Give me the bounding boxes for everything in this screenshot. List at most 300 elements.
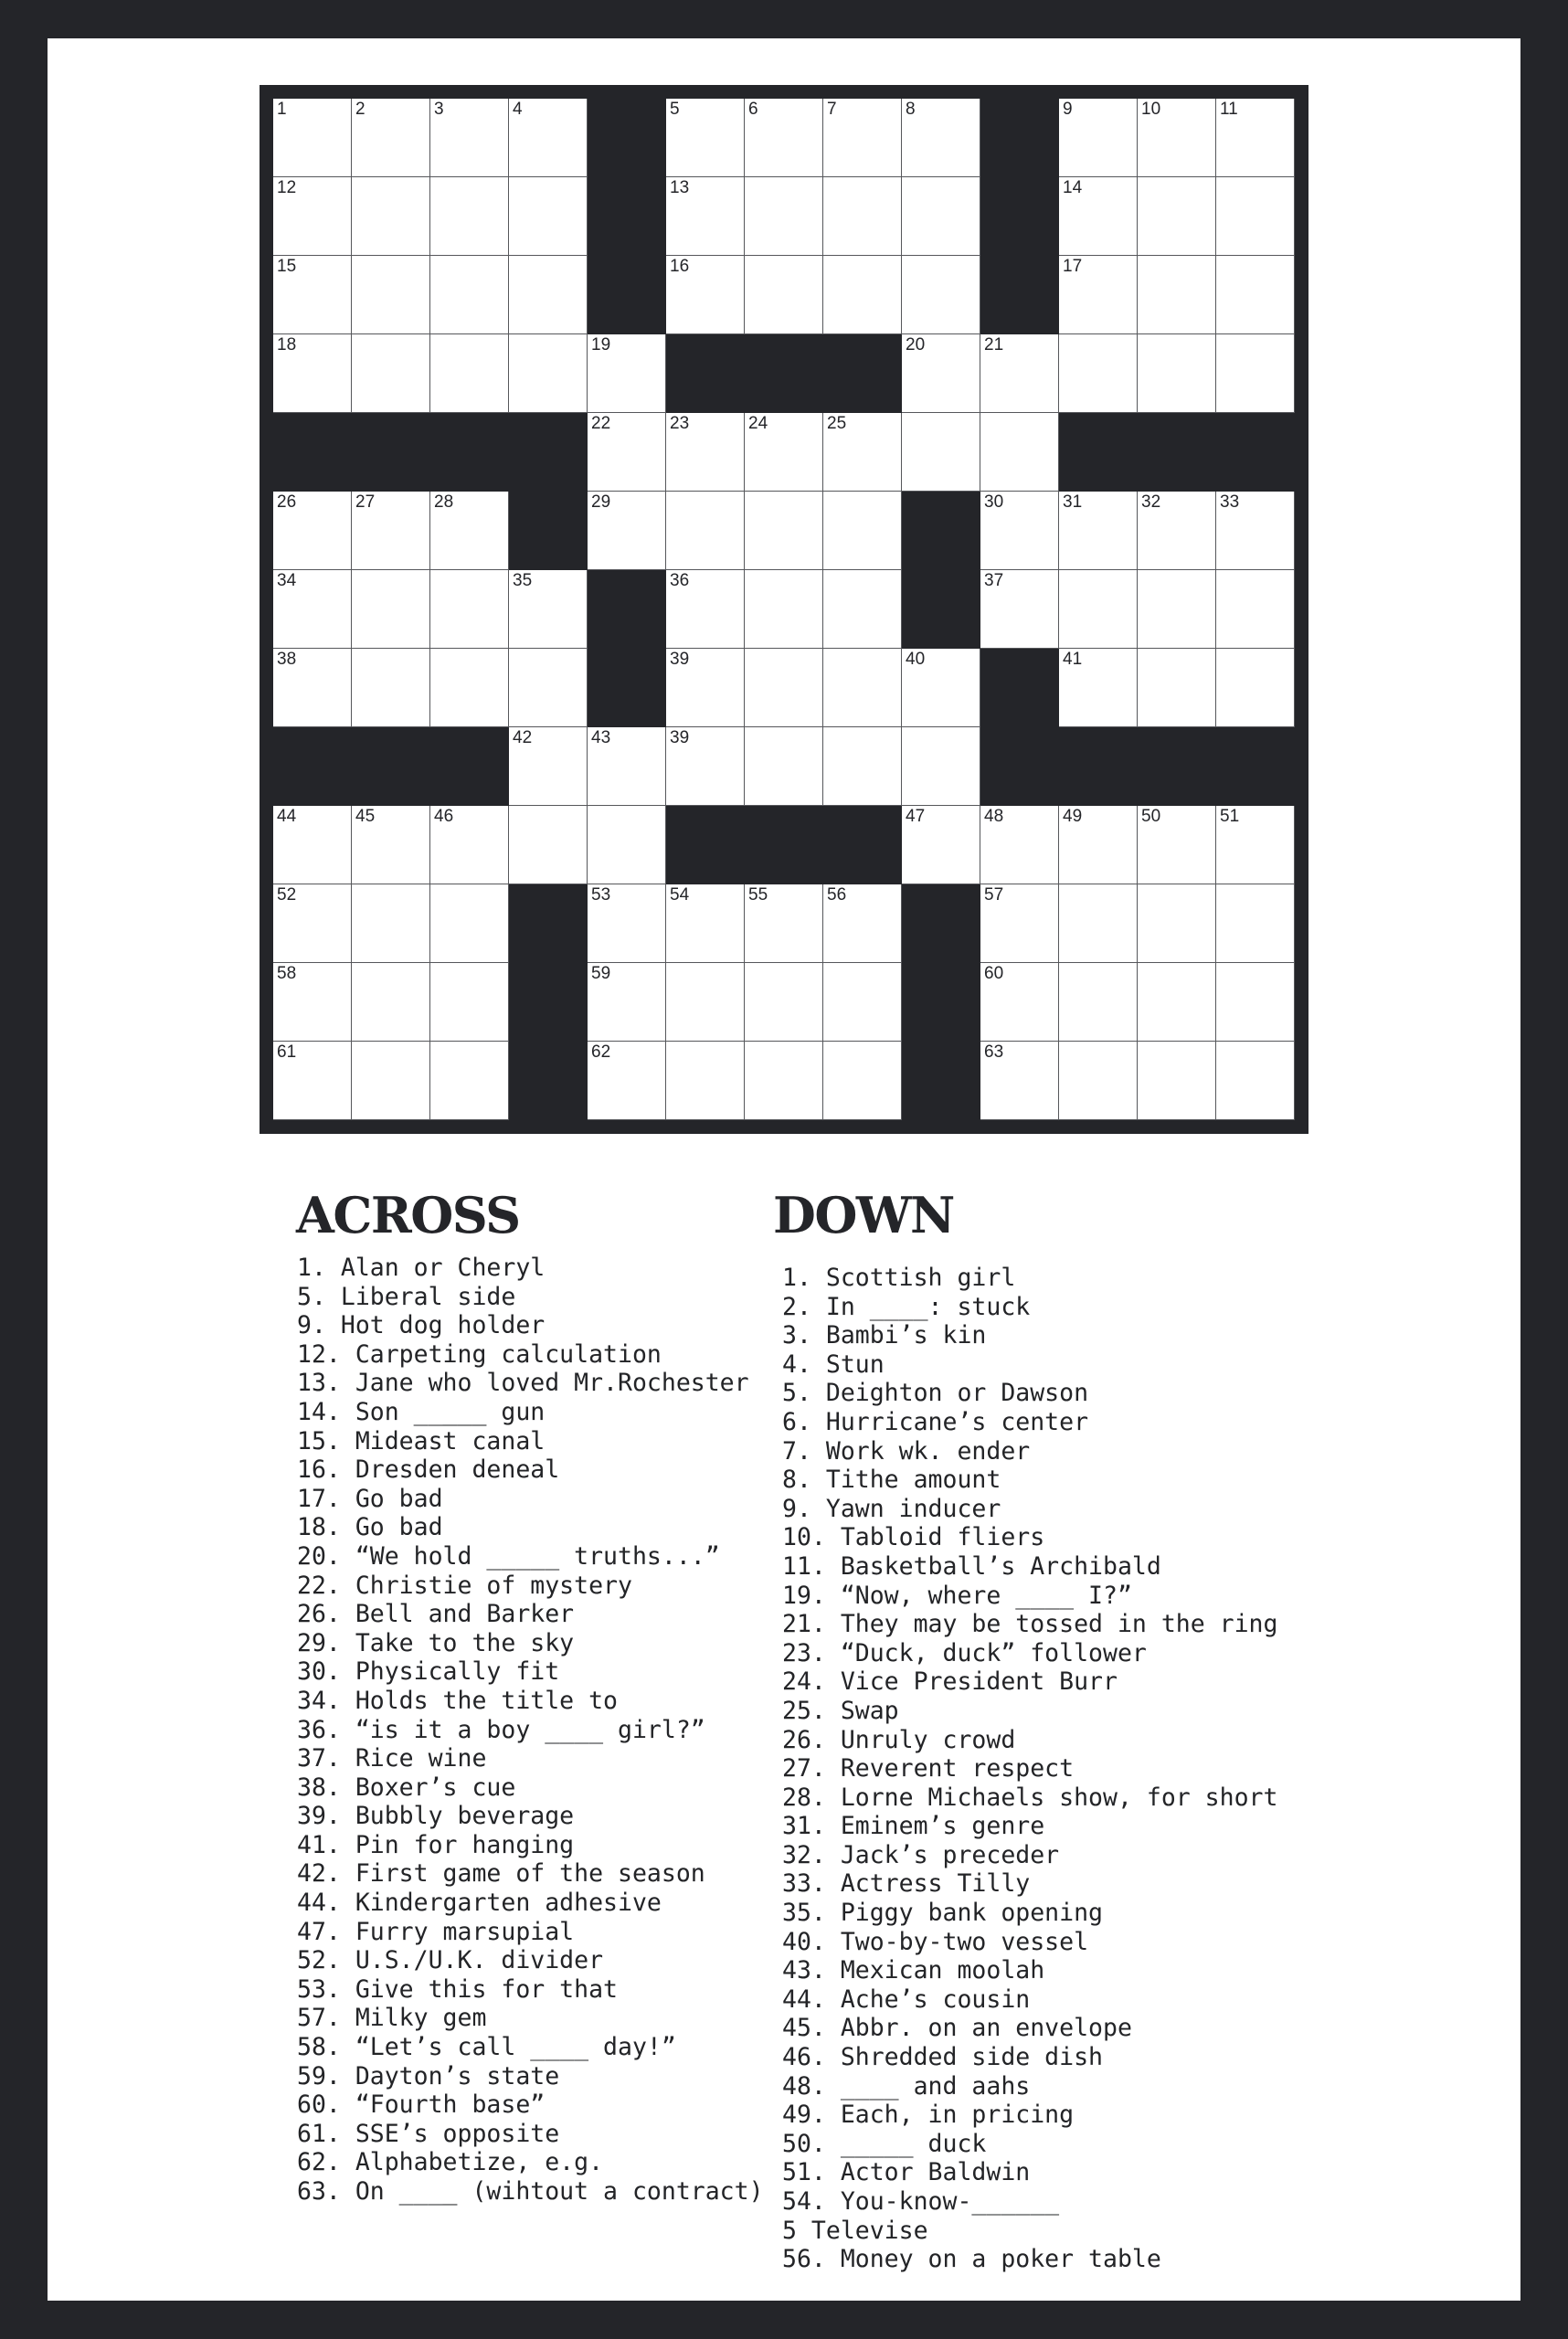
grid-cell-black xyxy=(1216,727,1295,806)
grid-cell-black xyxy=(902,492,980,570)
clue-line: 19. “Now, where ____ I?” xyxy=(782,1581,1132,1610)
grid-cell-black xyxy=(509,963,588,1042)
cell-number: 25 xyxy=(827,414,847,433)
grid-cell[interactable] xyxy=(666,177,745,256)
grid-cell[interactable] xyxy=(1138,570,1216,649)
cell-number: 16 xyxy=(670,257,690,276)
grid-cell[interactable] xyxy=(273,99,352,177)
grid-cell[interactable] xyxy=(352,884,430,963)
grid-cell[interactable] xyxy=(1216,649,1295,727)
clue-line: 3. Bambi’s kin xyxy=(782,1321,987,1350)
clue-line: 63. On ____ (wihtout a contract) xyxy=(297,2177,764,2206)
grid-cell[interactable] xyxy=(666,99,745,177)
grid-cell[interactable] xyxy=(745,727,823,806)
clue-line: 46. Shredded side dish xyxy=(782,2043,1103,2072)
grid-cell[interactable] xyxy=(1059,1042,1138,1120)
grid-cell-black xyxy=(980,727,1059,806)
grid-cell-black xyxy=(1138,413,1216,492)
grid-cell-black xyxy=(666,334,745,413)
clue-line: 45. Abbr. on an envelope xyxy=(782,2014,1132,2043)
grid-cell[interactable] xyxy=(509,806,588,884)
clue-line: 22. Christie of mystery xyxy=(297,1571,632,1600)
grid-cell[interactable] xyxy=(980,963,1059,1042)
cell-number: 3 xyxy=(434,100,444,119)
clue-line: 40. Two-by-two vessel xyxy=(782,1927,1089,1956)
grid-cell[interactable] xyxy=(509,256,588,334)
grid-cell[interactable] xyxy=(273,570,352,649)
cell-number: 59 xyxy=(591,964,611,983)
grid-cell[interactable] xyxy=(509,649,588,727)
clue-line: 12. Carpeting calculation xyxy=(297,1339,662,1369)
clue-line: 6. Hurricane’s center xyxy=(782,1407,1089,1436)
grid-cell[interactable] xyxy=(1138,806,1216,884)
grid-cell[interactable] xyxy=(666,256,745,334)
grid-cell[interactable] xyxy=(273,492,352,570)
clue-line: 21. They may be tossed in the ring xyxy=(782,1610,1278,1639)
cell-number: 24 xyxy=(748,414,768,433)
clue-line: 61. SSE’s opposite xyxy=(297,2119,560,2148)
across-heading: ACROSS xyxy=(296,1186,520,1244)
grid-cell[interactable] xyxy=(588,1042,666,1120)
grid-cell-black xyxy=(823,806,902,884)
cell-number: 39 xyxy=(670,728,690,747)
cell-number: 18 xyxy=(277,335,297,355)
grid-cell[interactable] xyxy=(588,492,666,570)
grid-cell[interactable] xyxy=(273,177,352,256)
grid-cell[interactable] xyxy=(1059,177,1138,256)
clue-line: 26. Unruly crowd xyxy=(782,1725,1016,1754)
grid-cell[interactable] xyxy=(1138,492,1216,570)
clue-line: 54. You-know-______ xyxy=(782,2187,1060,2216)
clue-line: 5. Deighton or Dawson xyxy=(782,1379,1089,1408)
grid-cell[interactable] xyxy=(902,727,980,806)
grid-cell[interactable] xyxy=(352,492,430,570)
down-clue-list xyxy=(782,1264,1277,2274)
cell-number: 27 xyxy=(355,492,376,512)
clue-line: 13. Jane who loved Mr.Rochester xyxy=(297,1369,749,1398)
cell-number: 35 xyxy=(513,571,533,590)
clue-line: 50. _____ duck xyxy=(782,2129,987,2158)
grid-cell[interactable] xyxy=(980,492,1059,570)
grid-cell[interactable] xyxy=(1138,334,1216,413)
grid-cell[interactable] xyxy=(588,884,666,963)
cell-number: 11 xyxy=(1220,100,1238,119)
cell-number: 60 xyxy=(984,964,1004,983)
grid-cell[interactable] xyxy=(823,727,902,806)
grid-cell[interactable] xyxy=(1059,963,1138,1042)
clue-line: 25. Swap xyxy=(782,1696,899,1725)
grid-cell[interactable] xyxy=(352,177,430,256)
cell-number: 29 xyxy=(591,492,611,512)
grid-cell-black xyxy=(823,334,902,413)
crossword-cells xyxy=(273,99,1295,1120)
cell-number: 5 xyxy=(670,100,680,119)
grid-cell-black xyxy=(1059,413,1138,492)
grid-cell[interactable] xyxy=(273,649,352,727)
grid-cell-black xyxy=(273,727,352,806)
grid-cell[interactable] xyxy=(273,334,352,413)
grid-cell-black xyxy=(509,884,588,963)
clue-line: 51. Actor Baldwin xyxy=(782,2158,1031,2187)
grid-cell[interactable] xyxy=(430,177,509,256)
grid-cell[interactable] xyxy=(430,649,509,727)
grid-cell-black xyxy=(745,334,823,413)
grid-cell[interactable] xyxy=(588,806,666,884)
grid-cell[interactable] xyxy=(352,1042,430,1120)
cell-number: 22 xyxy=(591,414,611,433)
grid-cell[interactable] xyxy=(823,413,902,492)
grid-cell[interactable] xyxy=(666,570,745,649)
cell-number: 17 xyxy=(1063,257,1083,276)
grid-cell-black xyxy=(902,570,980,649)
cell-number: 26 xyxy=(277,492,297,512)
grid-cell[interactable] xyxy=(980,334,1059,413)
grid-cell[interactable] xyxy=(352,570,430,649)
grid-cell-black xyxy=(666,806,745,884)
clue-line: 5 Televise xyxy=(782,2216,928,2245)
grid-cell-black xyxy=(902,884,980,963)
clue-line: 41. Pin for hanging xyxy=(297,1830,575,1859)
clue-line: 39. Bubbly beverage xyxy=(297,1802,575,1831)
cell-number: 13 xyxy=(670,178,690,197)
grid-cell[interactable] xyxy=(509,570,588,649)
clue-line: 52. U.S./U.K. divider xyxy=(297,1946,604,1975)
crossword-grid xyxy=(260,85,1308,1134)
grid-cell[interactable] xyxy=(1059,334,1138,413)
grid-cell[interactable] xyxy=(745,256,823,334)
clue-line: 60. “Fourth base” xyxy=(297,2090,546,2120)
grid-cell[interactable] xyxy=(588,727,666,806)
clue-line: 36. “is it a boy ____ girl?” xyxy=(297,1715,705,1744)
grid-cell[interactable] xyxy=(1216,1042,1295,1120)
cell-number: 46 xyxy=(434,807,454,826)
grid-cell[interactable] xyxy=(430,334,509,413)
grid-cell[interactable] xyxy=(745,177,823,256)
grid-cell[interactable] xyxy=(1138,99,1216,177)
cell-number: 6 xyxy=(748,100,758,119)
grid-cell[interactable] xyxy=(745,570,823,649)
cell-number: 38 xyxy=(277,650,297,669)
cell-number: 32 xyxy=(1141,492,1161,512)
cell-number: 62 xyxy=(591,1042,611,1062)
clue-line: 47. Furry marsupial xyxy=(297,1917,575,1946)
grid-cell[interactable] xyxy=(902,806,980,884)
cell-number: 12 xyxy=(277,178,297,197)
grid-cell[interactable] xyxy=(273,256,352,334)
grid-cell-black xyxy=(1138,727,1216,806)
grid-cell-black xyxy=(1216,413,1295,492)
grid-cell[interactable] xyxy=(430,256,509,334)
cell-number: 56 xyxy=(827,885,847,905)
cell-number: 52 xyxy=(277,885,297,905)
grid-cell[interactable] xyxy=(745,963,823,1042)
clue-line: 32. Jack’s preceder xyxy=(782,1840,1060,1869)
grid-cell[interactable] xyxy=(430,570,509,649)
cell-number: 58 xyxy=(277,964,297,983)
grid-cell-black xyxy=(273,413,352,492)
grid-cell[interactable] xyxy=(1216,963,1295,1042)
grid-cell-black xyxy=(980,256,1059,334)
grid-cell-black xyxy=(588,99,666,177)
grid-cell[interactable] xyxy=(823,963,902,1042)
grid-cell[interactable] xyxy=(823,256,902,334)
grid-cell[interactable] xyxy=(509,177,588,256)
grid-cell[interactable] xyxy=(352,334,430,413)
cell-number: 39 xyxy=(670,650,690,669)
cell-number: 43 xyxy=(591,728,611,747)
grid-cell[interactable] xyxy=(352,256,430,334)
grid-cell-black xyxy=(1059,727,1138,806)
grid-cell[interactable] xyxy=(980,570,1059,649)
cell-number: 63 xyxy=(984,1042,1004,1062)
clue-line: 53. Give this for that xyxy=(297,1974,618,2004)
cell-number: 50 xyxy=(1141,807,1161,826)
clue-line: 44. Kindergarten adhesive xyxy=(297,1889,662,1918)
clue-line: 1. Alan or Cheryl xyxy=(297,1254,546,1282)
clue-line: 14. Son _____ gun xyxy=(297,1397,546,1426)
clue-line: 15. Mideast canal xyxy=(297,1426,546,1455)
grid-cell-black xyxy=(588,570,666,649)
grid-cell[interactable] xyxy=(352,649,430,727)
clue-line: 38. Boxer’s cue xyxy=(297,1773,516,1802)
grid-cell[interactable] xyxy=(1138,884,1216,963)
grid-cell-black xyxy=(980,177,1059,256)
grid-cell[interactable] xyxy=(666,884,745,963)
across-clue-list xyxy=(297,1254,764,2207)
grid-cell[interactable] xyxy=(823,570,902,649)
grid-cell[interactable] xyxy=(1216,492,1295,570)
clue-line: 24. Vice President Burr xyxy=(782,1667,1118,1697)
grid-cell[interactable] xyxy=(588,413,666,492)
grid-cell[interactable] xyxy=(980,413,1059,492)
clue-line: 23. “Duck, duck” follower xyxy=(782,1638,1147,1667)
clue-line: 9. Hot dog holder xyxy=(297,1311,546,1340)
grid-cell[interactable] xyxy=(666,727,745,806)
cell-number: 34 xyxy=(277,571,297,590)
grid-cell[interactable] xyxy=(1216,570,1295,649)
clue-line: 35. Piggy bank opening xyxy=(782,1899,1103,1928)
clue-line: 5. Liberal side xyxy=(297,1282,516,1311)
grid-cell[interactable] xyxy=(430,884,509,963)
clue-line: 33. Actress Tilly xyxy=(782,1869,1031,1899)
grid-cell[interactable] xyxy=(823,649,902,727)
grid-cell[interactable] xyxy=(666,649,745,727)
grid-cell-black xyxy=(509,413,588,492)
grid-cell[interactable] xyxy=(1216,334,1295,413)
clue-line: 9. Yawn inducer xyxy=(782,1494,1001,1523)
clue-line: 16. Dresden deneal xyxy=(297,1455,560,1485)
grid-cell[interactable] xyxy=(745,413,823,492)
clue-line: 27. Reverent respect xyxy=(782,1754,1075,1783)
grid-cell[interactable] xyxy=(823,492,902,570)
grid-cell-black xyxy=(588,256,666,334)
grid-cell[interactable] xyxy=(745,884,823,963)
grid-cell[interactable] xyxy=(902,99,980,177)
clue-line: 43. Mexican moolah xyxy=(782,1956,1045,1985)
grid-cell[interactable] xyxy=(823,1042,902,1120)
grid-cell[interactable] xyxy=(980,806,1059,884)
grid-cell[interactable] xyxy=(273,963,352,1042)
grid-cell[interactable] xyxy=(1059,99,1138,177)
clue-line: 11. Basketball’s Archibald xyxy=(782,1551,1161,1581)
grid-cell[interactable] xyxy=(430,806,509,884)
grid-cell[interactable] xyxy=(980,884,1059,963)
clue-line: 1. Scottish girl xyxy=(782,1264,1016,1292)
grid-cell[interactable] xyxy=(902,413,980,492)
clue-line: 58. “Let’s call ____ day!” xyxy=(297,2033,676,2062)
clue-line: 26. Bell and Barker xyxy=(297,1600,575,1629)
cell-number: 42 xyxy=(513,728,533,747)
grid-cell-black xyxy=(588,177,666,256)
grid-cell-black xyxy=(745,806,823,884)
cell-number: 19 xyxy=(591,335,611,355)
grid-cell[interactable] xyxy=(745,1042,823,1120)
grid-cell[interactable] xyxy=(430,99,509,177)
grid-cell[interactable] xyxy=(980,1042,1059,1120)
grid-cell[interactable] xyxy=(1059,256,1138,334)
grid-cell[interactable] xyxy=(509,727,588,806)
grid-cell-black xyxy=(430,727,509,806)
cell-number: 28 xyxy=(434,492,454,512)
cell-number: 55 xyxy=(748,885,768,905)
cell-number: 4 xyxy=(513,100,523,119)
clue-line: 7. Work wk. ender xyxy=(782,1436,1031,1466)
cell-number: 31 xyxy=(1063,492,1083,512)
cell-number: 53 xyxy=(591,885,611,905)
grid-cell[interactable] xyxy=(1138,1042,1216,1120)
clue-line: 42. First game of the season xyxy=(297,1859,705,1889)
clue-line: 30. Physically fit xyxy=(297,1657,560,1687)
cell-number: 47 xyxy=(906,807,926,826)
cell-number: 57 xyxy=(984,885,1004,905)
clue-line: 56. Money on a poker table xyxy=(782,2245,1161,2274)
cell-number: 41 xyxy=(1063,650,1083,669)
grid-cell[interactable] xyxy=(823,99,902,177)
grid-cell[interactable] xyxy=(1059,806,1138,884)
grid-cell[interactable] xyxy=(902,177,980,256)
grid-cell[interactable] xyxy=(273,806,352,884)
grid-cell-black xyxy=(980,99,1059,177)
cell-number: 20 xyxy=(906,335,926,355)
grid-cell-black xyxy=(902,1042,980,1120)
grid-cell[interactable] xyxy=(1216,884,1295,963)
grid-cell[interactable] xyxy=(1216,177,1295,256)
grid-cell[interactable] xyxy=(273,884,352,963)
cell-number: 45 xyxy=(355,807,376,826)
grid-cell-black xyxy=(509,1042,588,1120)
grid-cell[interactable] xyxy=(1059,884,1138,963)
clue-line: 10. Tabloid fliers xyxy=(782,1523,1045,1552)
cell-number: 61 xyxy=(277,1042,297,1062)
grid-cell[interactable] xyxy=(1059,649,1138,727)
grid-cell[interactable] xyxy=(666,492,745,570)
grid-cell[interactable] xyxy=(823,177,902,256)
grid-cell[interactable] xyxy=(588,963,666,1042)
cell-number: 33 xyxy=(1220,492,1240,512)
grid-cell[interactable] xyxy=(666,963,745,1042)
grid-cell[interactable] xyxy=(1059,492,1138,570)
cell-number: 15 xyxy=(277,257,297,276)
grid-cell[interactable] xyxy=(823,884,902,963)
cell-number: 44 xyxy=(277,807,297,826)
grid-cell[interactable] xyxy=(902,649,980,727)
grid-cell[interactable] xyxy=(352,963,430,1042)
clue-line: 20. “We hold _____ truths...” xyxy=(297,1541,720,1571)
clue-line: 34. Holds the title to xyxy=(297,1686,618,1715)
grid-cell-black xyxy=(509,492,588,570)
grid-cell-black xyxy=(430,413,509,492)
grid-cell[interactable] xyxy=(352,99,430,177)
grid-cell[interactable] xyxy=(902,334,980,413)
clue-line: 2. In ____: stuck xyxy=(782,1292,1031,1321)
clue-line: 18. Go bad xyxy=(297,1513,443,1542)
grid-cell-black xyxy=(588,649,666,727)
grid-cell[interactable] xyxy=(1138,649,1216,727)
grid-cell-black xyxy=(980,649,1059,727)
clue-line: 37. Rice wine xyxy=(297,1744,487,1773)
clue-line: 8. Tithe amount xyxy=(782,1466,1001,1495)
grid-cell[interactable] xyxy=(430,963,509,1042)
cell-number: 23 xyxy=(670,414,690,433)
grid-cell[interactable] xyxy=(1059,570,1138,649)
cell-number: 10 xyxy=(1141,100,1161,119)
grid-cell[interactable] xyxy=(1216,806,1295,884)
clue-line: 29. Take to the sky xyxy=(297,1628,575,1657)
grid-cell[interactable] xyxy=(273,1042,352,1120)
clue-line: 17. Go bad xyxy=(297,1484,443,1513)
cell-number: 14 xyxy=(1063,178,1083,197)
grid-cell[interactable] xyxy=(430,492,509,570)
clue-line: 57. Milky gem xyxy=(297,2004,487,2033)
grid-cell[interactable] xyxy=(509,334,588,413)
grid-cell[interactable] xyxy=(1216,99,1295,177)
grid-cell-black xyxy=(352,727,430,806)
cell-number: 1 xyxy=(277,100,287,119)
grid-cell[interactable] xyxy=(430,1042,509,1120)
cell-number: 49 xyxy=(1063,807,1083,826)
cell-number: 30 xyxy=(984,492,1004,512)
clue-line: 48. ____ and aahs xyxy=(782,2071,1031,2101)
clue-line: 31. Eminem’s genre xyxy=(782,1812,1045,1841)
grid-cell[interactable] xyxy=(1138,963,1216,1042)
cell-number: 8 xyxy=(906,100,916,119)
clue-line: 44. Ache’s cousin xyxy=(782,1984,1031,2014)
grid-cell[interactable] xyxy=(509,99,588,177)
grid-cell[interactable] xyxy=(745,99,823,177)
grid-cell[interactable] xyxy=(588,334,666,413)
grid-cell-black xyxy=(902,963,980,1042)
clue-line: 62. Alphabetize, e.g. xyxy=(297,2148,604,2177)
grid-cell[interactable] xyxy=(352,806,430,884)
grid-cell[interactable] xyxy=(1138,256,1216,334)
clue-line: 49. Each, in pricing xyxy=(782,2101,1075,2130)
grid-cell[interactable] xyxy=(745,492,823,570)
grid-cell-black xyxy=(352,413,430,492)
grid-cell[interactable] xyxy=(666,1042,745,1120)
cell-number: 37 xyxy=(984,571,1004,590)
cell-number: 2 xyxy=(355,100,366,119)
grid-cell[interactable] xyxy=(745,649,823,727)
cell-number: 51 xyxy=(1220,807,1240,826)
grid-cell[interactable] xyxy=(902,256,980,334)
clue-line: 59. Dayton’s state xyxy=(297,2061,560,2090)
grid-cell[interactable] xyxy=(1138,177,1216,256)
grid-cell[interactable] xyxy=(666,413,745,492)
cell-number: 7 xyxy=(827,100,837,119)
clue-line: 28. Lorne Michaels show, for short xyxy=(782,1783,1278,1812)
cell-number: 48 xyxy=(984,807,1004,826)
grid-cell[interactable] xyxy=(1216,256,1295,334)
